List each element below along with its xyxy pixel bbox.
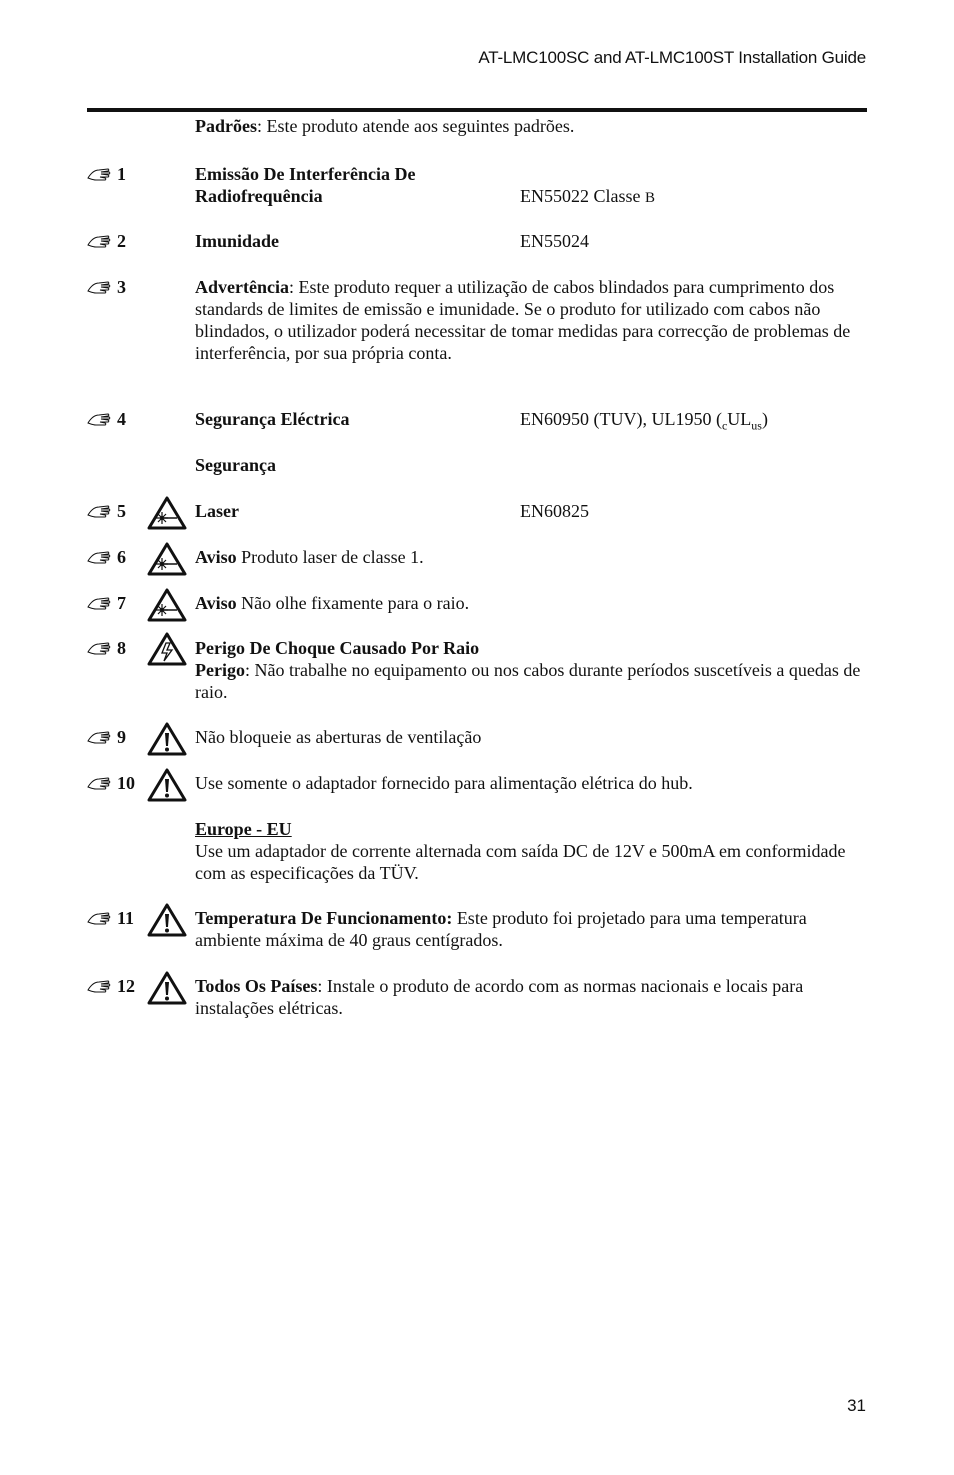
laser-warning-icon — [147, 588, 187, 622]
item-title-line: Emissão De Interferência De — [195, 164, 416, 184]
item-marker-12 — [87, 975, 135, 997]
item-marker-2 — [87, 230, 126, 252]
page-number: 31 — [847, 1396, 866, 1415]
electric-shock-icon — [147, 632, 187, 666]
item-text: : Instale o produto de acordo com as normas nacionais e locais para instalações elétricas. — [195, 976, 804, 1018]
caution-icon — [147, 722, 187, 756]
item-label: Aviso — [195, 547, 237, 567]
item-number: 10 — [117, 773, 135, 793]
item-value-text: EN60950 (TUV), UL1950 ( — [520, 409, 722, 429]
item-text: Use somente o adaptador fornecido para alimentação elétrica do hub. — [195, 773, 693, 793]
item-marker-8 — [87, 637, 126, 659]
laser-warning-icon — [147, 542, 187, 576]
pointing-hand-icon — [87, 641, 111, 655]
pointing-hand-icon — [87, 979, 111, 993]
item-number: 11 — [117, 908, 135, 928]
header-rule — [87, 108, 867, 112]
item-text: Este produto foi projetado para uma temperatura ambiente máxima de 40 graus centígrados. — [195, 908, 807, 950]
item-paragraph — [195, 546, 867, 568]
item-label: Advertência — [195, 277, 289, 297]
standards-text: : Este produto atende aos seguintes padrões. — [257, 116, 575, 136]
item-title: Perigo De Choque Causado Por Raio — [195, 638, 480, 658]
item-label: Aviso — [195, 593, 237, 613]
item-marker-9 — [87, 726, 126, 748]
standards-label: Padrões — [195, 116, 257, 136]
item-number: 6 — [117, 547, 126, 567]
item-text: Não bloqueie as aberturas de ventilação — [195, 727, 482, 747]
item-text: Produto laser de classe 1. — [236, 547, 424, 567]
item-marker-3 — [87, 276, 126, 298]
europe-note — [195, 818, 867, 884]
item-marker-7 — [87, 592, 126, 614]
pointing-hand-icon — [87, 730, 111, 744]
pointing-hand-icon — [87, 234, 111, 248]
pointing-hand-icon — [87, 776, 111, 790]
laser-warning-icon — [147, 496, 187, 530]
caution-icon — [147, 903, 187, 937]
item-number: 7 — [117, 593, 126, 613]
item-value-text: ) — [761, 409, 768, 429]
item-marker-6 — [87, 546, 126, 568]
item-marker-1 — [87, 163, 126, 185]
item-value-text: UL — [727, 409, 752, 429]
caution-icon — [147, 971, 187, 1005]
item-number: 12 — [117, 976, 135, 996]
item-value-text: EN55022 Classe — [520, 186, 641, 206]
pointing-hand-icon — [87, 412, 111, 426]
item-paragraph — [195, 637, 867, 703]
item-number: 1 — [117, 164, 126, 184]
item-value-sub: c — [721, 418, 728, 433]
item-marker-11 — [87, 907, 134, 929]
item-label: Temperatura De Funcionamento: — [195, 908, 453, 928]
item-paragraph — [195, 975, 867, 1019]
item-number: 2 — [117, 231, 126, 251]
item-marker-4 — [87, 408, 126, 430]
pointing-hand-icon — [87, 911, 111, 925]
item-text: : Não trabalhe no equipamento ou nos cabos durante períodos suscetíveis a quedas de raio. — [195, 660, 861, 702]
pointing-hand-icon — [87, 596, 111, 610]
item-paragraph — [195, 276, 867, 364]
running-header: AT-LMC100SC and AT-LMC100ST Installation Guide — [478, 48, 866, 67]
item-paragraph — [195, 592, 867, 614]
item-title: Imunidade — [195, 231, 280, 251]
item-title: Segurança Eléctrica — [195, 409, 350, 429]
item-number: 3 — [117, 277, 126, 297]
item-number: 8 — [117, 638, 126, 658]
item-number: 9 — [117, 727, 126, 747]
item-text: : Este produto requer a utilização de cabos blindados para cumprimento dos standards de limites de emissão e imunidade. Se o produto for utilizado com cabos não blindados, o utilizador poderá necessitar de tomar medidas para correcção de problemas de interferência, por sua própria conta. — [195, 277, 851, 363]
item-title: Laser — [195, 501, 239, 521]
item-value — [520, 408, 768, 437]
item-number: 4 — [117, 409, 126, 429]
item-label: Perigo — [195, 660, 245, 680]
item-title-line: Radiofrequência — [195, 186, 323, 206]
europe-text: Use um adaptador de corrente alternada com saída DC de 12V e 500mA em conformidade com as especificações da TÜV. — [195, 841, 846, 883]
item-value-class: B — [645, 190, 656, 206]
item-marker-10 — [87, 772, 135, 794]
item-number: 5 — [117, 501, 126, 521]
item-value: EN60825 — [520, 501, 589, 521]
item-value: EN55024 — [520, 231, 589, 251]
pointing-hand-icon — [87, 167, 111, 181]
item-paragraph — [195, 907, 867, 951]
standards-intro — [195, 115, 867, 137]
pointing-hand-icon — [87, 280, 111, 294]
item-value — [520, 185, 655, 209]
pointing-hand-icon — [87, 550, 111, 564]
section-subheading: Europe - EU — [195, 819, 292, 839]
pointing-hand-icon — [87, 504, 111, 518]
item-text: Não olhe fixamente para o raio. — [236, 593, 470, 613]
section-subheading: Segurança — [195, 455, 276, 475]
item-value-sub: us — [751, 418, 762, 433]
caution-icon — [147, 768, 187, 802]
item-label: Todos Os Países — [195, 976, 318, 996]
item-marker-5 — [87, 500, 126, 522]
